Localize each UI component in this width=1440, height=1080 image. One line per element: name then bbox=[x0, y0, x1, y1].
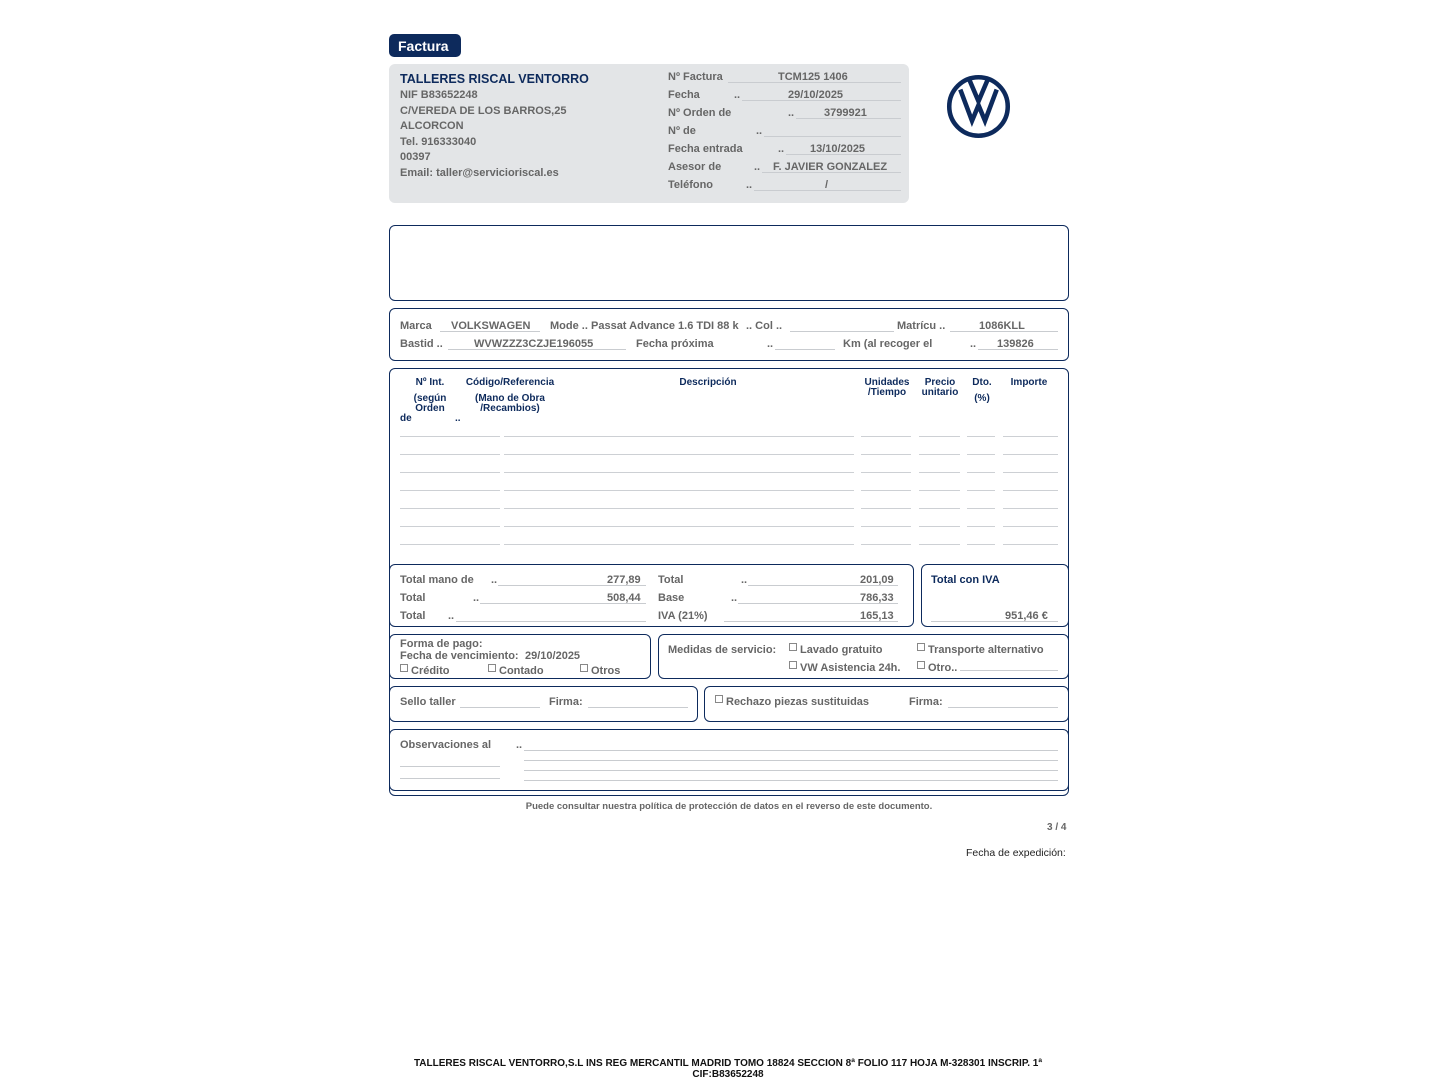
transport-checkbox[interactable] bbox=[917, 643, 925, 651]
color-label: .. Col .. bbox=[746, 320, 783, 332]
rejection-checkbox[interactable] bbox=[715, 695, 723, 703]
vat-value: 165,13 bbox=[860, 610, 894, 622]
km-dots: .. bbox=[970, 338, 977, 350]
table-row-line bbox=[861, 454, 911, 455]
table-row-line bbox=[1003, 508, 1058, 509]
page-number: 3 / 4 bbox=[1047, 822, 1067, 833]
invoice-number-label: Nº Factura bbox=[668, 71, 723, 83]
table-row-line bbox=[967, 526, 995, 527]
table-row-line bbox=[861, 472, 911, 473]
total3-dots: .. bbox=[448, 610, 455, 622]
subtotal-label: Total bbox=[658, 574, 684, 586]
phone-value: / bbox=[825, 179, 829, 191]
issue-date-label: Fecha de expedición: bbox=[966, 847, 1066, 859]
next-date-label: Fecha próxima bbox=[636, 338, 714, 350]
legal-footer-line2: CIF:B83652248 bbox=[692, 1069, 764, 1080]
brand-label: Marca bbox=[400, 320, 432, 332]
signature1-label: Firma: bbox=[549, 696, 583, 708]
wash-label: Lavado gratuito bbox=[800, 644, 883, 656]
table-row-line bbox=[1003, 544, 1058, 545]
table-row-line bbox=[861, 544, 911, 545]
company-name: TALLERES RISCAL VENTORRO bbox=[400, 72, 589, 86]
labor-total-dots: .. bbox=[491, 574, 498, 586]
model-value: Passat Advance 1.6 TDI 88 k bbox=[591, 320, 739, 332]
brand-value: VOLKSWAGEN bbox=[451, 320, 531, 332]
company-nif: NIF B83652248 bbox=[400, 89, 478, 101]
col-header-num-int-sub3: de bbox=[400, 413, 412, 424]
next-date-dots: .. bbox=[767, 338, 774, 350]
company-city: ALCORCON bbox=[400, 120, 464, 132]
table-row-line bbox=[967, 544, 995, 545]
due-date-label: Fecha de vencimiento: bbox=[400, 650, 519, 662]
table-row-line bbox=[504, 490, 854, 491]
table-row-line bbox=[919, 454, 960, 455]
table-row-line bbox=[1003, 472, 1058, 473]
document-type-badge: Factura bbox=[389, 34, 461, 57]
vin-value: WVWZZZ3CZJE196055 bbox=[474, 338, 594, 350]
rejection-label: Rechazo piezas sustituidas bbox=[726, 696, 870, 708]
table-row-line bbox=[861, 490, 911, 491]
table-row-line bbox=[861, 436, 911, 437]
table-row-line bbox=[504, 544, 854, 545]
col-header-description: Descripción bbox=[679, 377, 737, 388]
company-code: 00397 bbox=[400, 151, 431, 163]
plate-value: 1086KLL bbox=[979, 320, 1025, 332]
grand-total-value: 951,46 € bbox=[1005, 610, 1048, 622]
total3-label: Total bbox=[400, 610, 426, 622]
legal-footer-line1: TALLERES RISCAL VENTORRO,S.L INS REG MERCANTIL MADRID TOMO 18824 SECCION 8ª FOLIO 117 HOJA M-328301 INSCRIP. 1ª bbox=[413, 1058, 1043, 1069]
table-row-line bbox=[919, 472, 960, 473]
col-header-discount-sub: (%) bbox=[974, 393, 990, 404]
number-label: Nº de bbox=[668, 125, 696, 137]
total2-label: Total bbox=[400, 592, 426, 604]
vin-label: Bastid .. bbox=[400, 338, 443, 350]
col-header-price-sub: unitario bbox=[921, 387, 959, 398]
table-row-line bbox=[400, 526, 500, 527]
invoice-date-value: 29/10/2025 bbox=[788, 89, 844, 101]
credit-label: Crédito bbox=[411, 665, 450, 677]
vat-label: IVA (21%) bbox=[658, 610, 708, 622]
advisor-dots: .. bbox=[754, 161, 761, 173]
total2-value: 508,44 bbox=[607, 592, 641, 604]
base-value: 786,33 bbox=[860, 592, 894, 604]
transport-label: Transporte alternativo bbox=[928, 644, 1044, 656]
wash-checkbox[interactable] bbox=[789, 643, 797, 651]
signature2-label: Firma: bbox=[909, 696, 943, 708]
credit-checkbox[interactable] bbox=[400, 664, 408, 672]
table-row-line bbox=[967, 490, 995, 491]
entry-date-label: Fecha entrada bbox=[668, 143, 743, 155]
invoice-date-dots: .. bbox=[734, 89, 741, 101]
order-number-value: 3799921 bbox=[824, 107, 867, 119]
model-label: Mode .. bbox=[550, 320, 588, 332]
table-row-line bbox=[919, 436, 960, 437]
plate-label: Matrícu .. bbox=[897, 320, 946, 332]
workshop-seal-label: Sello taller bbox=[400, 696, 456, 708]
col-header-num-int-sub1: (según bbox=[413, 393, 447, 404]
col-header-amount: Importe bbox=[1010, 377, 1048, 388]
other-payment-checkbox[interactable] bbox=[580, 664, 588, 672]
privacy-note: Puede consultar nuestra política de protección de datos en el reverso de este documento. bbox=[525, 801, 933, 812]
table-row-line bbox=[400, 490, 500, 491]
advisor-value: F. JAVIER GONZALEZ bbox=[773, 161, 888, 173]
other-payment-label: Otros bbox=[591, 665, 621, 677]
base-dots: .. bbox=[731, 592, 738, 604]
subtotal-value: 201,09 bbox=[860, 574, 894, 586]
table-row-line bbox=[919, 544, 960, 545]
table-row-line bbox=[967, 472, 995, 473]
table-row-line bbox=[400, 472, 500, 473]
table-row-line bbox=[1003, 490, 1058, 491]
due-date-value: 29/10/2025 bbox=[525, 650, 581, 662]
col-header-code-sub1: (Mano de Obra bbox=[474, 393, 545, 404]
vehicle-box bbox=[389, 308, 1069, 361]
table-row-line bbox=[919, 490, 960, 491]
assistance-label: VW Asistencia 24h. bbox=[800, 662, 901, 674]
col-header-code-sub2: /Recambios) bbox=[480, 403, 540, 414]
subtotal-dots: .. bbox=[741, 574, 748, 586]
table-row-line bbox=[400, 544, 500, 545]
company-email: Email: taller@servicioriscal.es bbox=[400, 167, 559, 179]
col-header-num-int-sub2: Orden bbox=[415, 403, 445, 414]
cash-label: Contado bbox=[499, 665, 544, 677]
volkswagen-logo-icon bbox=[946, 74, 1011, 139]
table-row-line bbox=[400, 508, 500, 509]
observations-dots: .. bbox=[516, 739, 523, 751]
table-row-line bbox=[1003, 436, 1058, 437]
col-header-num-int: Nº Int. bbox=[415, 377, 445, 388]
entry-date-value: 13/10/2025 bbox=[810, 143, 866, 155]
km-value: 139826 bbox=[997, 338, 1034, 350]
table-row-line bbox=[400, 454, 500, 455]
table-row-line bbox=[861, 526, 911, 527]
service-label: Medidas de servicio: bbox=[668, 644, 777, 656]
table-row-line bbox=[400, 436, 500, 437]
km-label: Km (al recoger el bbox=[843, 338, 933, 350]
number-dots: .. bbox=[756, 125, 763, 137]
table-row-line bbox=[919, 526, 960, 527]
cash-checkbox[interactable] bbox=[488, 664, 496, 672]
table-row-line bbox=[1003, 454, 1058, 455]
total2-dots: .. bbox=[473, 592, 480, 604]
observations-label: Observaciones al bbox=[400, 739, 492, 751]
phone-dots: .. bbox=[746, 179, 753, 191]
table-row-line bbox=[504, 436, 854, 437]
legal-footer bbox=[0, 1058, 1440, 1080]
table-row-line bbox=[504, 454, 854, 455]
table-row-line bbox=[504, 508, 854, 509]
client-box bbox=[389, 225, 1069, 301]
payment-method-label: Forma de pago: bbox=[400, 638, 483, 650]
order-number-label: Nº Orden de bbox=[668, 107, 732, 119]
assistance-checkbox[interactable] bbox=[789, 661, 797, 669]
table-row-line bbox=[967, 454, 995, 455]
other-service-checkbox[interactable] bbox=[917, 661, 925, 669]
col-header-num-int-sub4: .. bbox=[455, 413, 461, 424]
order-number-dots: .. bbox=[788, 107, 795, 119]
labor-total-value: 277,89 bbox=[607, 574, 641, 586]
entry-date-dots: .. bbox=[778, 143, 785, 155]
col-header-units-sub: /Tiempo bbox=[867, 387, 907, 398]
phone-label: Teléfono bbox=[668, 179, 714, 191]
col-header-discount: Dto. bbox=[972, 377, 992, 388]
labor-total-label: Total mano de bbox=[400, 574, 474, 586]
col-header-price: Precio bbox=[924, 377, 956, 388]
table-row-line bbox=[504, 472, 854, 473]
advisor-label: Asesor de bbox=[668, 161, 722, 173]
table-row-line bbox=[919, 508, 960, 509]
table-row-line bbox=[967, 508, 995, 509]
table-row-line bbox=[861, 508, 911, 509]
invoice-date-label: Fecha bbox=[668, 89, 700, 101]
company-address: C/VEREDA DE LOS BARROS,25 bbox=[400, 105, 567, 117]
base-label: Base bbox=[658, 592, 685, 604]
col-header-code: Código/Referencia bbox=[465, 377, 555, 388]
table-row-line bbox=[1003, 526, 1058, 527]
company-phone: Tel. 916333040 bbox=[400, 136, 477, 148]
table-row-line bbox=[967, 436, 995, 437]
invoice-number-value: TCM125 1406 bbox=[778, 71, 848, 83]
col-header-units: Unidades bbox=[864, 377, 910, 388]
table-row-line bbox=[504, 526, 854, 527]
other-service-label: Otro.. bbox=[928, 662, 958, 674]
grand-total-label: Total con IVA bbox=[931, 574, 1000, 586]
